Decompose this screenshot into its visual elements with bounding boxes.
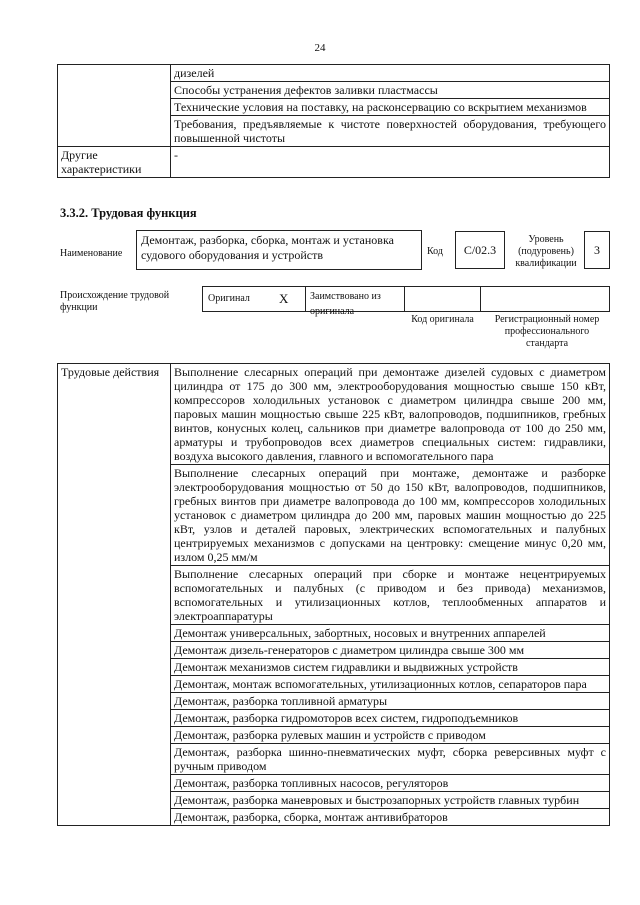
- qualification-level-value: 3: [584, 231, 610, 269]
- original-mark: X: [279, 291, 289, 306]
- list-item: Демонтаж, разборка топливных насосов, регуляторов: [171, 775, 610, 792]
- table-cell: Требования, предъявляемые к чистоте поверхностей оборудования, требующего повышенной чистоты: [171, 116, 610, 147]
- list-item: Демонтаж, разборка шинно-пневматических муфт, сборка реверсивных муфт с ручным приводом: [171, 744, 610, 775]
- list-item: Выполнение слесарных операций при сборке и монтаже нецентрируемых вспомогательных и палубных (с приводом и без привода) механизмов, вспомогательных и утилизационных котлов, теплообменных аппаратов и электроаппаратуры: [171, 566, 610, 625]
- labor-actions-table: [57, 363, 610, 826]
- borrowed-label: Заимствовано из оригинала: [310, 291, 381, 317]
- labor-actions-label: Трудовые действия: [58, 364, 171, 826]
- function-name-value: Демонтаж, разборка, сборка, монтаж и установка судового оборудования и устройств: [136, 230, 422, 270]
- table-row: [58, 147, 610, 178]
- code-original-label: Код оригинала: [411, 314, 474, 325]
- origin-original-cell: [202, 286, 306, 312]
- reg-number-cell: [480, 286, 610, 312]
- list-item: Демонтаж механизмов систем гидравлики и выдвижных устройств: [171, 659, 610, 676]
- origin-label: Происхождение трудовой функции: [60, 290, 170, 313]
- list-item: Выполнение слесарных операций при монтаже, демонтаже и разборке электрооборудования мощностью от 50 до 150 кВт, валопроводов, подшипников, гребных винтов при диаметре валопровода до 100 мм, компрессоров холодильных установок с диаметром цилиндра до 200 мм, паровых машин мощностью до 225 кВт, узлов и деталей паровых, электрических вспомогательных и палубных центрируемых механизмов с допусками на центровку: смещение минус 0,20 мм, излом 0,25 мм/м: [171, 465, 610, 566]
- borrowed-cell: [305, 286, 405, 317]
- list-item: Демонтаж, разборка гидромоторов всех систем, гидроподъемников: [171, 710, 610, 727]
- list-item: Выполнение слесарных операций при демонтаже дизелей судовых с диаметром цилиндра от 175 до 300 мм, электрооборудования мощностью свыше 150 кВт, компрессоров холодильных установок с диаметром цилиндра свыше 200 мм, паровых машин мощностью свыше 225 кВт, валопроводов, подшипников, гребных винтов, конусных колец, сальников при диаметре валопровода от 100 до 250 мм, арматуры и трубопроводов всех диаметров специальных систем: гидравлики, воздуха высокого давления, главного и вспомогательного пара: [171, 364, 610, 465]
- list-item: Демонтаж, монтаж вспомогательных, утилизационных котлов, сепараторов пара: [171, 676, 610, 693]
- other-characteristics-value: -: [171, 147, 610, 178]
- list-item: Демонтаж, разборка маневровых и быстрозапорных устройств главных турбин: [171, 792, 610, 809]
- table-cell: дизелей: [171, 65, 610, 82]
- table-row: [58, 364, 610, 465]
- list-item: Демонтаж, разборка рулевых машин и устройств с приводом: [171, 727, 610, 744]
- reg-number-label: Регистрационный номер профессионального стандарта: [494, 314, 600, 349]
- table-cell: Способы устранения дефектов заливки пластмассы: [171, 82, 610, 99]
- section-title: 3.3.2. Трудовая функция: [60, 206, 197, 220]
- empty-label-cell: [58, 65, 171, 147]
- code-label: Код: [427, 246, 443, 257]
- original-label: Оригинал: [208, 293, 250, 304]
- code-original-cell: [404, 286, 481, 312]
- previous-function-table: [57, 64, 610, 178]
- list-item: Демонтаж, разборка, сборка, монтаж антивибраторов: [171, 809, 610, 826]
- name-label: Наименование: [60, 248, 123, 259]
- other-characteristics-label: Другие характеристики: [58, 147, 171, 178]
- function-code-value: C/02.3: [455, 231, 505, 269]
- table-cell: Технические условия на поставку, на расконсервацию со вскрытием механизмов: [171, 99, 610, 116]
- page-number: 24: [314, 42, 326, 54]
- list-item: Демонтаж дизель-генераторов с диаметром цилиндра свыше 300 мм: [171, 642, 610, 659]
- list-item: Демонтаж универсальных, забортных, носовых и внутренних аппарелей: [171, 625, 610, 642]
- list-item: Демонтаж, разборка топливной арматуры: [171, 693, 610, 710]
- qualification-level-label: Уровень (подуровень) квалификации: [515, 234, 577, 269]
- table-row: [58, 65, 610, 82]
